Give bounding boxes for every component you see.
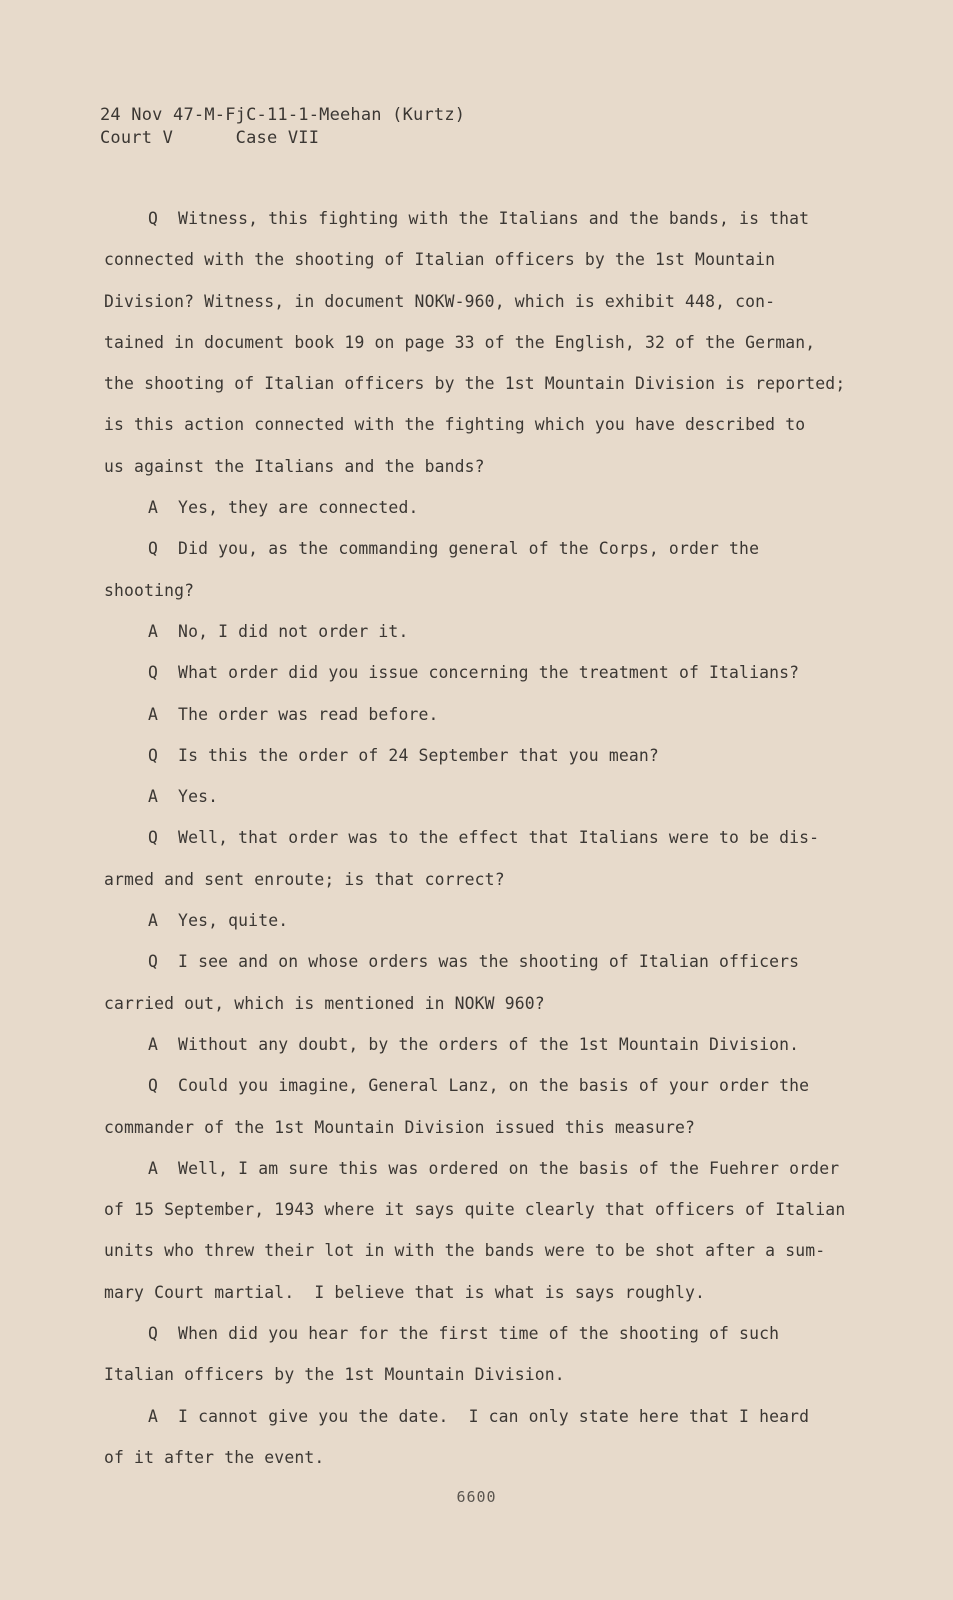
transcript-line: is this action connected with the fighting which you have described to xyxy=(104,415,806,435)
transcript-line: A Without any doubt, by the orders of the 1st Mountain Division. xyxy=(148,1034,800,1054)
transcript-line: Q Did you, as the commanding general of the Corps, order the xyxy=(148,539,760,559)
transcript-line: armed and sent enroute; is that correct? xyxy=(104,869,505,889)
transcript-line: A Yes, quite. xyxy=(148,911,289,931)
document-header xyxy=(100,104,465,150)
transcript-line: units who threw their lot in with the bands were to be shot after a sum- xyxy=(104,1241,826,1261)
transcript-line: Italian officers by the 1st Mountain Division. xyxy=(104,1365,565,1385)
transcript-line: us against the Italians and the bands? xyxy=(104,456,485,476)
transcript-line: of it after the event. xyxy=(104,1447,325,1467)
transcript-line: A The order was read before. xyxy=(148,704,439,724)
transcript-line: A No, I did not order it. xyxy=(148,621,409,641)
transcript-line: connected with the shooting of Italian officers by the 1st Mountain xyxy=(104,250,776,270)
transcript-line: Q Well, that order was to the effect that Italians were to be dis- xyxy=(148,828,820,848)
transcript-line: tained in document book 19 on page 33 of the English, 32 of the German, xyxy=(104,332,816,352)
transcript-line: commander of the 1st Mountain Division issued this measure? xyxy=(104,1117,696,1137)
transcript-body xyxy=(104,198,889,1478)
transcript-line: Q What order did you issue concerning the treatment of Italians? xyxy=(148,663,800,683)
transcript-line: carried out, which is mentioned in NOKW 960? xyxy=(104,993,545,1013)
transcript-line: the shooting of Italian officers by the 1st Mountain Division is reported; xyxy=(104,374,846,394)
header-court-case-line: Court V Case VII xyxy=(100,128,320,148)
transcript-line: A Well, I am sure this was ordered on the basis of the Fuehrer order xyxy=(148,1158,840,1178)
transcript-line: mary Court martial. I believe that is what is says roughly. xyxy=(104,1282,706,1302)
transcript-line: of 15 September, 1943 where it says quite clearly that officers of Italian xyxy=(104,1200,846,1220)
transcript-line: Division? Witness, in document NOKW-960, which is exhibit 448, con- xyxy=(104,291,776,311)
transcript-line: A Yes. xyxy=(148,787,219,807)
page-number: 6600 xyxy=(456,1488,497,1506)
transcript-line: Q Could you imagine, General Lanz, on the basis of your order the xyxy=(148,1076,810,1096)
transcript-line: shooting? xyxy=(104,580,195,600)
transcript-line: Q When did you hear for the first time of the shooting of such xyxy=(148,1324,780,1344)
transcript-line: A I cannot give you the date. I can only state here that I heard xyxy=(148,1406,810,1426)
transcript-line: A Yes, they are connected. xyxy=(148,498,419,518)
transcript-line: Q Witness, this fighting with the Italians and the bands, is that xyxy=(148,209,810,228)
transcript-line: Q I see and on whose orders was the shooting of Italian officers xyxy=(148,952,800,972)
transcript-line: Q Is this the order of 24 September that you mean? xyxy=(148,745,659,765)
header-reference-line: 24 Nov 47-M-FjC-11-1-Meehan (Kurtz) xyxy=(100,105,466,125)
